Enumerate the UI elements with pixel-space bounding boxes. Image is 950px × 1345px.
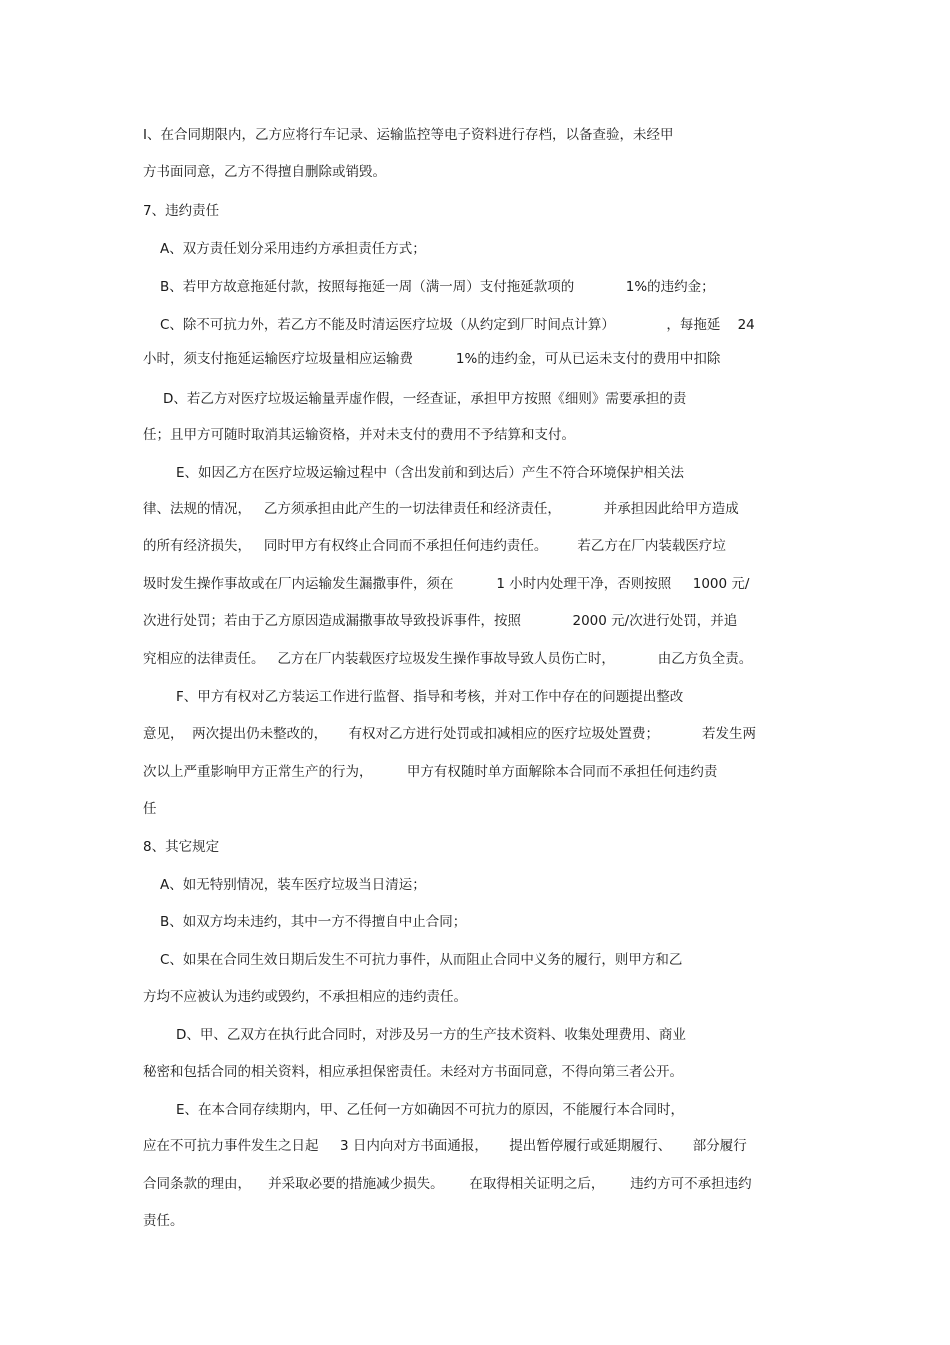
clause-i-line-2: 方书面同意，乙方不得擅自删除或销毁。 bbox=[143, 164, 386, 180]
clause-7c-line-1: C、除不可抗力外，若乙方不能及时清运医疗垃圾（从约定到厂时间点计算） ，每拖延 24 bbox=[160, 317, 755, 333]
clause-8e-line-4: 责任。 bbox=[143, 1213, 184, 1229]
clause-7f-line-4: 任 bbox=[143, 801, 157, 817]
clause-7c-line-2: 小时，须支付拖延运输医疗垃圾量相应运输费 1%的违约金，可从已运未支付的费用中扣除 bbox=[143, 351, 721, 367]
clause-7e-line-2: 律、法规的情况， 乙方须承担由此产生的一切法律责任和经济责任， 并承担因此给甲方造成 bbox=[143, 501, 739, 517]
clause-8e-line-2: 应在不可抗力事件发生之日起 3 日内向对方书面通报， 提出暂停履行或延期履行、 部分履行 bbox=[143, 1138, 747, 1154]
clause-7f-line-2: 意见， 两次提出仍未整改的， 有权对乙方进行处罚或扣减相应的医疗垃圾处置费； 若发生两 bbox=[143, 726, 756, 742]
clause-8d-line-2: 秘密和包括合同的相关资料，相应承担保密责任。未经对方书面同意，不得向第三者公开。 bbox=[143, 1064, 683, 1080]
clause-7d-line-1: D、若乙方对医疗垃圾运输量弄虚作假，一经查证，承担甲方按照《细则》需要承担的责 bbox=[163, 391, 687, 407]
clause-7a: A、双方责任划分采用违约方承担责任方式； bbox=[160, 241, 426, 257]
section-7-heading: 7、违约责任 bbox=[143, 203, 220, 219]
clause-8a: A、如无特别情况，装车医疗垃圾当日清运； bbox=[160, 877, 426, 893]
clause-7e-line-6: 究相应的法律责任。 乙方在厂内装载医疗垃圾发生操作事故导致人员伤亡时， 由乙方负全责。 bbox=[143, 651, 753, 667]
clause-8c-line-1: C、如果在合同生效日期后发生不可抗力事件，从而阻止合同中义务的履行，则甲方和乙 bbox=[160, 952, 683, 968]
clause-7d-line-2: 任；且甲方可随时取消其运输资格，并对未支付的费用不予结算和支付。 bbox=[143, 427, 575, 443]
section-8-heading: 8、其它规定 bbox=[143, 839, 220, 855]
clause-8e-line-3: 合同条款的理由， 并采取必要的措施减少损失。 在取得相关证明之后， 违约方可不承担违约 bbox=[143, 1176, 752, 1192]
clause-7f-line-1: F、甲方有权对乙方装运工作进行监督、指导和考核，并对工作中存在的问题提出整改 bbox=[176, 689, 684, 705]
clause-7b: B、若甲方故意拖延付款，按照每拖延一周（满一周）支付拖延款项的 1%的违约金； bbox=[160, 279, 715, 295]
clause-7e-line-5: 次进行处罚；若由于乙方原因造成漏撒事故导致投诉事件，按照 2000 元/次进行处罚，并追 bbox=[143, 613, 738, 629]
clause-8b: B、如双方均未违约，其中一方不得擅自中止合同； bbox=[160, 914, 467, 930]
clause-8e-line-1: E、在本合同存续期内，甲、乙任何一方如确因不可抗力的原因，不能履行本合同时， bbox=[176, 1102, 685, 1118]
clause-7e-line-4: 圾时发生操作事故或在厂内运输发生漏撒事件，须在 1 小时内处理干净，否则按照 1000 元/ bbox=[143, 576, 750, 592]
clause-7e-line-1: E、如因乙方在医疗垃圾运输过程中（含出发前和到达后）产生不符合环境保护相关法 bbox=[176, 465, 685, 481]
clause-i-line-1: I、在合同期限内，乙方应将行车记录、运输监控等电子资料进行存档，以备查验，未经甲 bbox=[143, 127, 674, 143]
clause-8c-line-2: 方均不应被认为违约或毁约，不承担相应的违约责任。 bbox=[143, 989, 467, 1005]
clause-7e-line-3: 的所有经济损失， 同时甲方有权终止合同而不承担任何违约责任。 若乙方在厂内装载医疗垃 bbox=[143, 538, 726, 554]
clause-7f-line-3: 次以上严重影响甲方正常生产的行为， 甲方有权随时单方面解除本合同而不承担任何违约责 bbox=[143, 764, 718, 780]
clause-8d-line-1: D、甲、乙双方在执行此合同时，对涉及另一方的生产技术资料、收集处理费用、商业 bbox=[176, 1027, 686, 1043]
